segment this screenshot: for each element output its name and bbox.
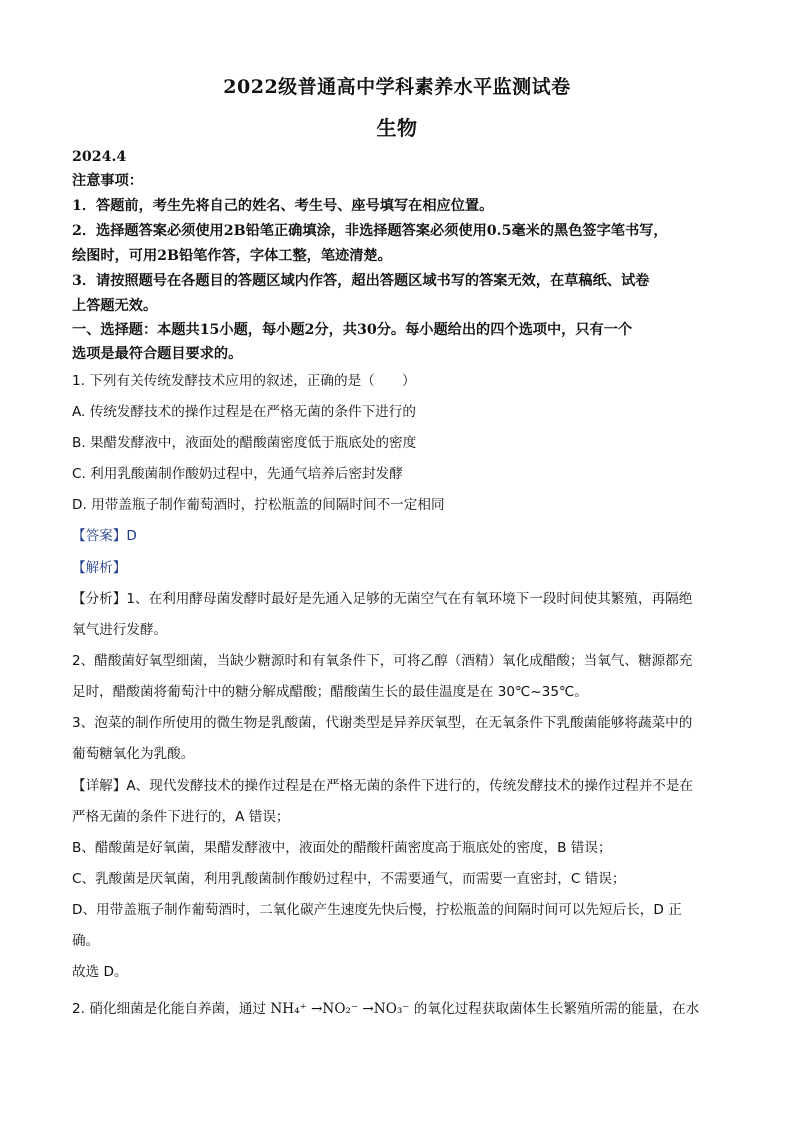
analysis-line: 葡萄糖氧化为乳酸。 — [72, 746, 195, 762]
analysis-line: D、用带盖瓶子制作葡萄酒时，二氧化碳产生速度先快后慢，拧松瓶盖的间隔时间可以先短后长，D 正 — [72, 902, 682, 918]
question-1-option-a: A. 传统发酵技术的操作过程是在严格无菌的条件下进行的 — [72, 404, 416, 420]
analysis-line: 足时，醋酸菌将葡萄汁中的糖分解成醋酸；醋酸菌生长的最佳温度是在 30℃~35℃。 — [72, 684, 588, 700]
question-2-formula: NH₄⁺ →NO₂⁻ →NO₃⁻ — [270, 1001, 410, 1017]
question-1-option-d: D. 用带盖瓶子制作葡萄酒时，拧松瓶盖的间隔时间不一定相同 — [72, 497, 445, 513]
question-2-stem — [72, 998, 724, 1020]
analysis-line: 氧气进行发酵。 — [72, 622, 168, 638]
analysis-line: 【分析】1、在利用酵母菌发酵时最好是先通入足够的无菌空气在有氧环境下一段时间使其繁殖，再隔绝 — [72, 591, 693, 607]
section-heading-cont: 选项是最符合题目要求的。 — [72, 346, 243, 362]
notice-heading: 注意事项： — [72, 173, 143, 189]
analysis-line: 3、泡菜的制作所使用的微生物是乳酸菌，代谢类型是异养厌氧型，在无氧条件下乳酸菌能够将蔬菜中的 — [72, 715, 693, 731]
notice-item: 上答题无效。 — [72, 298, 158, 314]
analysis-line: 故选 D。 — [72, 964, 128, 980]
exam-title: 2022级普通高中学科素养水平监测试卷 — [223, 76, 571, 98]
notice-item: 1．答题前，考生先将自己的姓名、考生号、座号填写在相应位置。 — [72, 198, 494, 214]
notice-item: 2．选择题答案必须使用2B铅笔正确填涂，非选择题答案必须使用0.5毫米的黑色签字笔书写， — [72, 223, 668, 239]
question-2-stem-post: 的氧化过程获取菌体生长繁殖所需的能量，在水 — [413, 1001, 700, 1017]
analysis-line: 【详解】A、现代发酵技术的操作过程是在严格无菌的条件下进行的，传统发酵技术的操作过程并不是在 — [72, 778, 694, 794]
notice-item: 绘图时，可用2B铅笔作答，字体工整，笔迹清楚。 — [72, 248, 392, 264]
answer-label: 【答案】D — [72, 528, 137, 544]
analysis-line: 2、醋酸菌好氧型细菌，当缺少糖源时和有氧条件下，可将乙醇（酒精）氧化成醋酸；当氧气、糖源都充 — [72, 653, 693, 669]
analysis-line: 严格无菌的条件下进行的，A 错误； — [72, 809, 290, 825]
section-heading: 一、选择题：本题共15小题，每小题2分，共30分。每小题给出的四个选项中，只有一个 — [72, 322, 633, 338]
question-1-stem: 1. 下列有关传统发酵技术应用的叙述，正确的是（ ） — [72, 373, 416, 389]
analysis-line: B、醋酸菌是好氧菌，果醋发酵液中，液面处的醋酸杆菌密度高于瓶底处的密度，B 错误； — [72, 840, 612, 856]
exam-date: 2024.4 — [72, 149, 127, 165]
analysis-line: C、乳酸菌是厌氧菌，利用乳酸菌制作酸奶过程中，不需要通气，而需要一直密封，C 错误； — [72, 871, 626, 887]
notice-item: 3．请按照题号在各题目的答题区域内作答，超出答题区域书写的答案无效，在草稿纸、试卷 — [72, 273, 650, 289]
question-2-stem-pre: 2. 硝化细菌是化能自养菌，通过 — [72, 1001, 267, 1017]
analysis-line: 确。 — [72, 933, 100, 949]
analysis-label: 【解析】 — [72, 560, 127, 576]
question-1-option-c: C. 利用乳酸菌制作酸奶过程中，先通气培养后密封发酵 — [72, 466, 403, 482]
question-1-option-b: B. 果醋发酵液中，液面处的醋酸菌密度低于瓶底处的密度 — [72, 435, 417, 451]
subject-title: 生物 — [376, 116, 418, 140]
